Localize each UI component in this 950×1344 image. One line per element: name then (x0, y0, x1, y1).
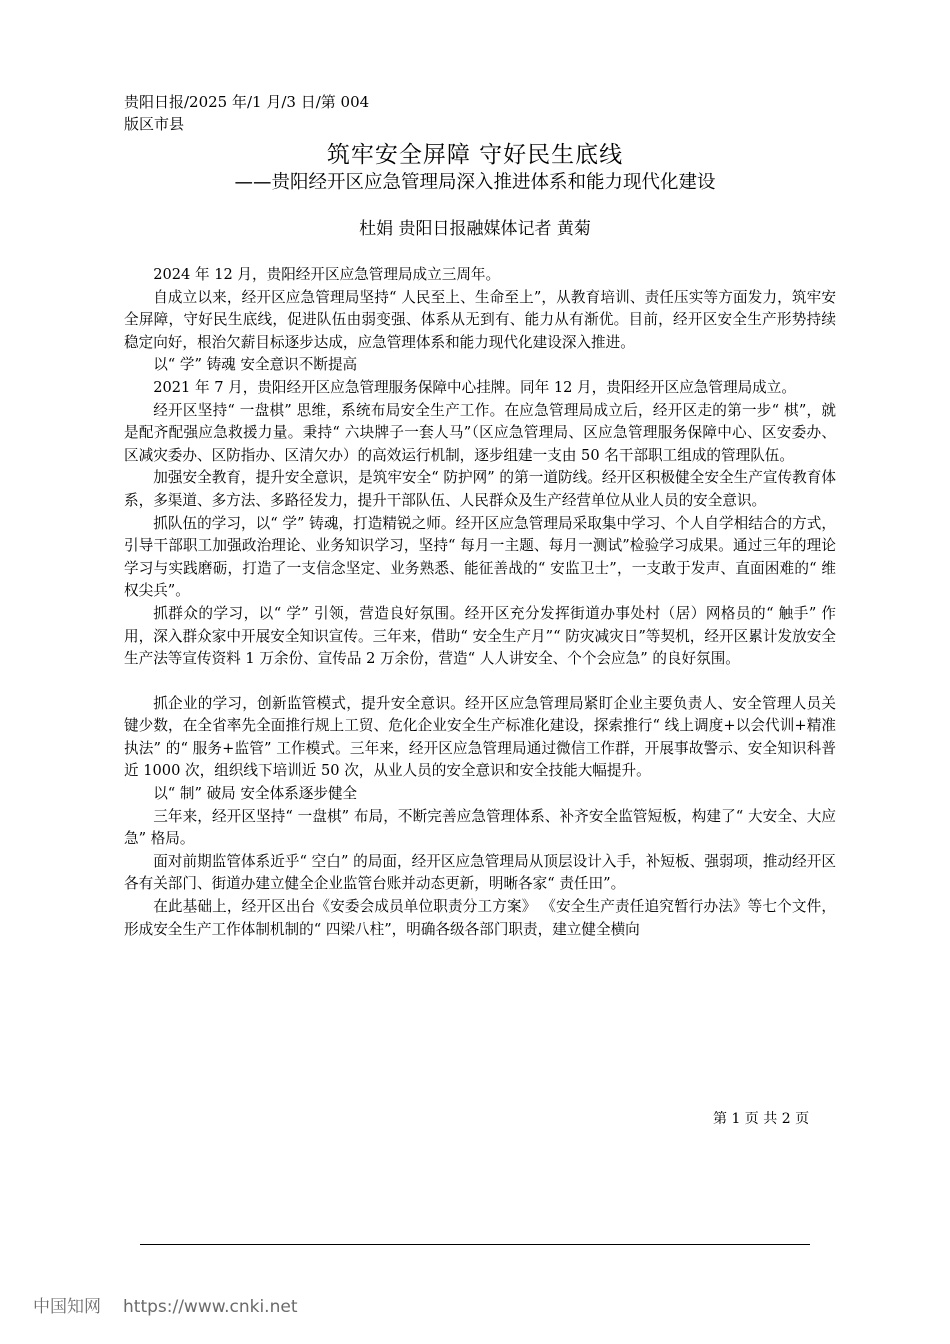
paragraph: 2024 年 12 月，贵阳经开区应急管理局成立三周年。 (153, 266, 501, 283)
paragraph: 2021 年 7 月，贵阳经开区应急管理服务保障中心挂牌。同年 12 月，贵阳经开区应急管理局成立。 (153, 378, 796, 396)
paragraph: 抓队伍的学习，以“ 学” 铸魂，打造精锐之师。经开区应急管理局采取集中学习、个人自学相结合的方式，引导干部职工加强政治理论、业务知识学习，坚持“ 每月一主题、每月一测试”检验学习成果。通过三年的理论学习与实践磨砺，打造了一支信念坚定、业务熟悉、能征善战的“ 安监卫士”，一支敢于发声、直面困难的“ 维权尖兵”。 (124, 514, 836, 600)
paragraph: 三年来，经开区坚持“ 一盘棋” 布局，不断完善应急管理体系、补齐安全监管短板，构建了“ 大安全、大应急” 格局。 (124, 807, 836, 848)
section-heading: 以“ 制” 破局 安全体系逐步健全 (153, 785, 358, 803)
article-body (124, 264, 836, 941)
section-heading: 以“ 学” 铸魂 安全意识不断提高 (153, 356, 358, 374)
article-authors: 杜娟 贵阳日报融媒体记者 黄菊 (359, 219, 591, 239)
article-subtitle: ——贵阳经开区应急管理局深入推进体系和能力现代化建设 (234, 172, 716, 193)
paragraph: 加强安全教育，提升安全意识，是筑牢安全“ 防护网” 的第一道防线。经开区积极健全安全生产宣传教育体系，多渠道、多方法、多路径发力，提升干部队伍、人民群众及生产经营单位从业人员的安全意识。 (124, 469, 836, 509)
publication-meta (124, 91, 369, 135)
paragraph: 自成立以来，经开区应急管理局坚持“ 人民至上、生命至上”，从教育培训、责任压实等方面发力，筑牢安全屏障，守好民生底线，促进队伍由弱变强、体系从无到有、能力从有渐优。目前，经开区安全生产形势持续稳定向好，根治欠薪目标逐步达成，应急管理体系和能力现代化建设深入推进。 (124, 288, 836, 351)
paragraph: 在此基础上，经开区出台《安委会成员单位职责分工方案》 《安全生产责任追究暂行办法》等七个文件，形成安全生产工作体制机制的“ 四梁八柱”，明确各级各部门职责，建立健全横向 (124, 898, 836, 938)
paragraph: 抓企业的学习，创新监管模式，提升安全意识。经开区应急管理局紧盯企业主要负责人、安全管理人员关键少数，在全省率先全面推行规上工贸、危化企业安全生产标准化建设，探索推行“ 线上调度+以会代训+精准执法” 的“ 服务+监管” 工作模式。三年来，经开区应急管理局通过微信工作群，开展事故警示、安全知识科普近 1000 次，组织线下培训近 50 次，从业人员的安全意识和安全技能大幅提升。 (124, 694, 836, 780)
brand-watermark: 中国知网 (33, 1297, 101, 1317)
paragraph: 经开区坚持“ 一盘棋” 思维，系统布局安全生产工作。在应急管理局成立后，经开区走的第一步“ 棋”，就是配齐配强应急救援力量。秉持“ 六块牌子一套人马”（区应急管理局、区应急管理服务保障中心、区安委办、区减灾委办、区防指办、区清欠办）的高效运行机制，逐步组建一支由 50 名干部职工组成的管理队伍。 (124, 401, 836, 464)
page-number: 第 1 页 共 2 页 (713, 1111, 810, 1127)
source-footer (33, 1295, 297, 1319)
footer-divider (140, 1244, 810, 1245)
meta-line-1: 贵阳日报/2025 年/1 月/3 日/第 004 (124, 93, 370, 111)
article-title: 筑牢安全屏障 守好民生底线 (326, 142, 624, 168)
source-url[interactable]: https://www.cnki.net (123, 1297, 298, 1317)
meta-line-2: 版区市县 (124, 115, 185, 133)
paragraph: 面对前期监管体系近乎“ 空白” 的局面，经开区应急管理局从顶层设计入手，补短板、强弱项，推动经开区各有关部门、街道办建立健全企业监管台账并动态更新，明晰各家“ 责任田”。 (124, 852, 836, 893)
paragraph: 抓群众的学习，以“ 学” 引领，营造良好氛围。经开区充分发挥街道办事处村（居）网格员的“ 触手” 作用，深入群众家中开展安全知识宣传。三年来，借助“ 安全生产月”“ 防灾减灾日”等契机，经开区累计发放安全生产法等宣传资料 1 万余份、宣传品 2 万余份，营造“ 人人讲安全、个个会应急” 的良好氛围。 (124, 604, 836, 668)
